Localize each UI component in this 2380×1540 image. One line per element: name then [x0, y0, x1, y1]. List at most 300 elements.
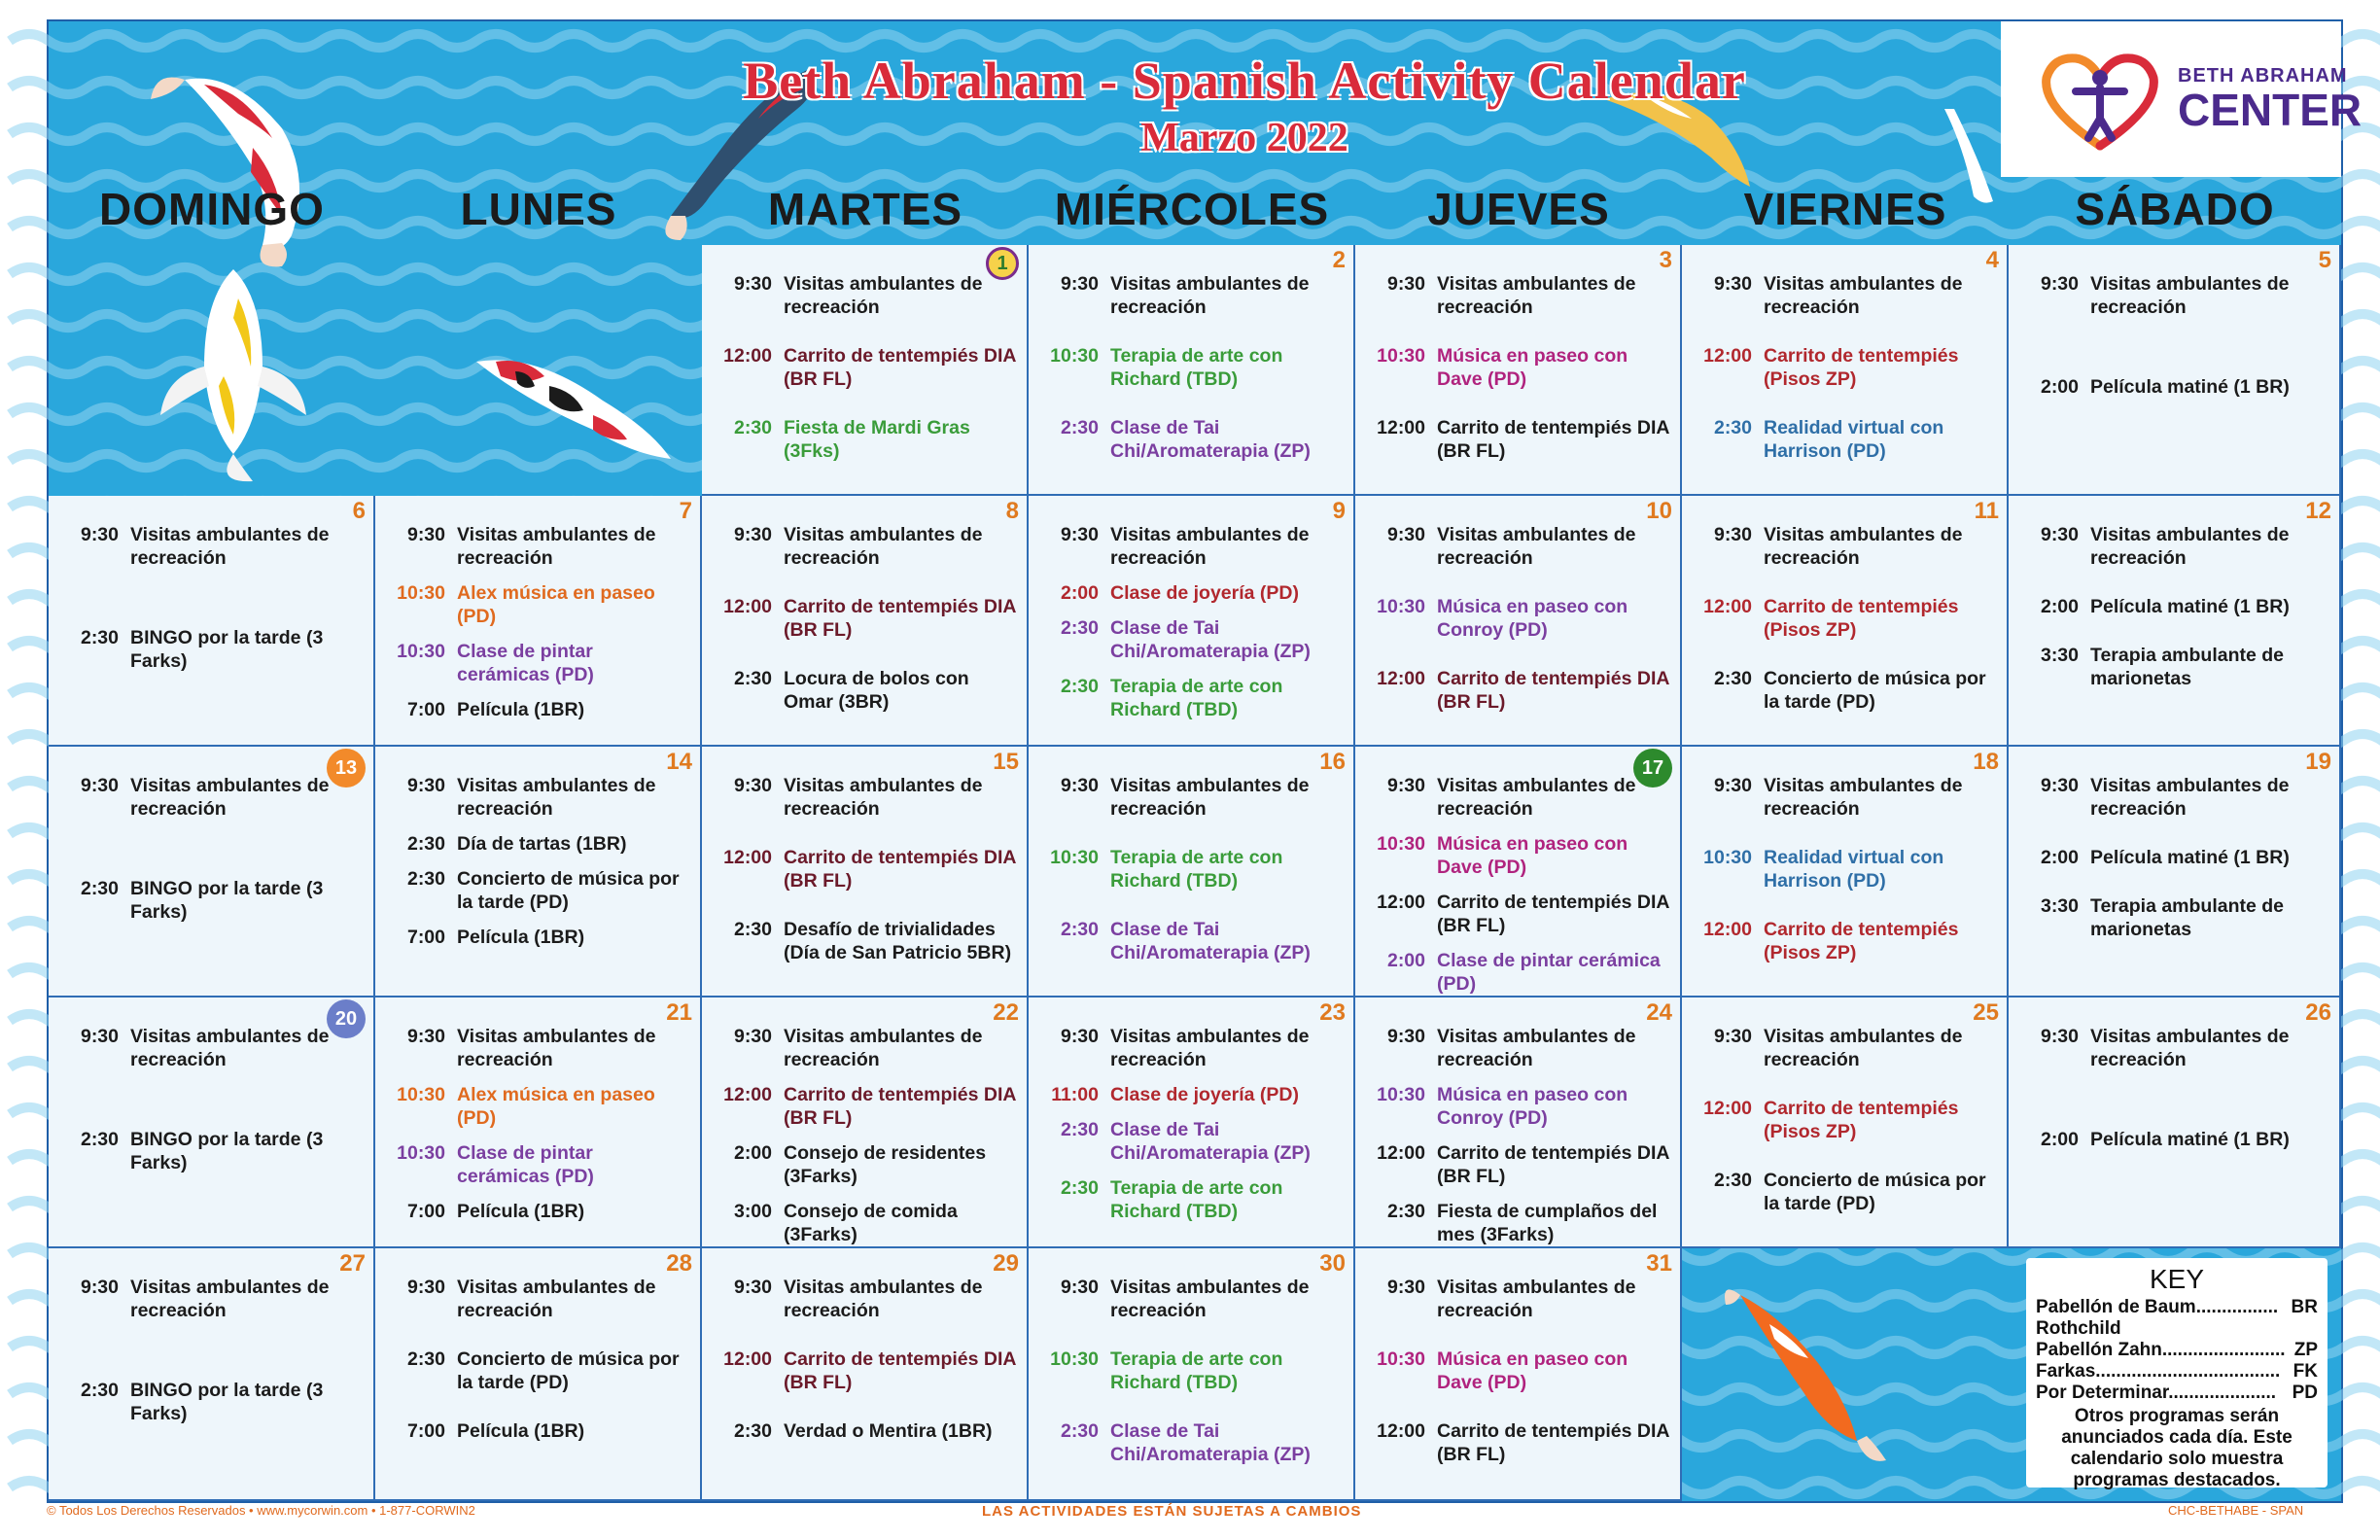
day-cell [1355, 496, 1682, 747]
activity-name: Película (1BR) [457, 699, 585, 720]
activity-item [2022, 1128, 2329, 1151]
activity-name: Alex música en paseo (PD) [457, 582, 655, 627]
activity-list [62, 1276, 364, 1482]
legend-key [2026, 1258, 2328, 1488]
activity-name: Terapia de arte con Richard (TBD) [1110, 847, 1283, 892]
activity-item [389, 1348, 690, 1394]
activity-name: Carrito de tentempiés DIA (BR FL) [1437, 668, 1669, 713]
activity-item [2022, 644, 2329, 690]
day-cell [375, 998, 702, 1248]
activity-item [716, 344, 1017, 391]
activity-name: Música en paseo con Conroy (PD) [1437, 1084, 1628, 1129]
activity-time: 2:30 [1713, 668, 1752, 689]
activity-item [62, 774, 364, 821]
activity-item [1369, 891, 1670, 937]
activity-name: Consejo de comida (3Farks) [784, 1201, 958, 1245]
activity-time: 7:00 [406, 699, 445, 720]
activity-name: Clase de joyería (PD) [1110, 582, 1299, 604]
day-number: 29 [993, 1250, 1019, 1277]
activity-time: 11:00 [1051, 1084, 1099, 1105]
day-number: 13 [327, 749, 366, 788]
activity-list [389, 1276, 690, 1468]
day-cell [1682, 496, 2009, 747]
activity-time: 9:30 [1713, 524, 1752, 545]
activity-item [1042, 675, 1344, 721]
activity-item [716, 774, 1017, 821]
activity-time: 9:30 [406, 775, 445, 796]
activity-list [1042, 523, 1344, 733]
day-number: 15 [993, 749, 1019, 775]
activity-item [1042, 416, 1344, 463]
activity-time: 2:30 [1713, 1170, 1752, 1191]
activity-time: 12:00 [1377, 1142, 1425, 1164]
activity-time: 2:30 [733, 919, 772, 940]
activity-name: Clase de pintar cerámica (PD) [1437, 950, 1661, 995]
activity-time: 9:30 [733, 775, 772, 796]
activity-name: Visitas ambulantes de recreación [2090, 775, 2290, 820]
activity-item [1042, 1276, 1344, 1322]
activity-item [1369, 1141, 1670, 1188]
activity-name: Película (1BR) [457, 1201, 585, 1222]
activity-time: 10:30 [397, 1084, 445, 1105]
activity-name: BINGO por la tarde (3 Farks) [130, 1380, 324, 1424]
activity-item [716, 918, 1017, 964]
activity-name: Película (1BR) [457, 1420, 585, 1442]
activity-item [1696, 774, 1997, 821]
activity-time: 3:30 [2040, 895, 2079, 917]
activity-time: 9:30 [80, 1277, 119, 1298]
activity-name: Consejo de residentes (3Farks) [784, 1142, 987, 1187]
activity-item [2022, 846, 2329, 869]
activity-time: 9:30 [80, 1026, 119, 1047]
activity-name: Desafío de trivialidades (Día de San Patricio 5BR) [784, 919, 1012, 963]
day-number: 31 [1646, 1250, 1672, 1277]
activity-name: Terapia de arte con Richard (TBD) [1110, 1177, 1283, 1222]
activity-item [1369, 1276, 1670, 1322]
activity-list [1042, 272, 1344, 488]
activity-item [1696, 846, 1997, 892]
activity-time: 10:30 [397, 582, 445, 604]
day-number: 24 [1646, 999, 1672, 1026]
activity-name: Visitas ambulantes de recreación [1110, 1026, 1310, 1070]
activity-time: 2:00 [733, 1142, 772, 1164]
activity-time: 9:30 [733, 1277, 772, 1298]
koi-fish-icon [457, 332, 690, 478]
activity-name: Terapia de arte con Richard (TBD) [1110, 345, 1283, 390]
day-cell [1355, 998, 1682, 1248]
day-cell [1682, 245, 2009, 496]
activity-item [1369, 272, 1670, 319]
day-number: 7 [679, 498, 692, 524]
activity-time: 10:30 [1703, 847, 1752, 868]
activity-list [1042, 1025, 1344, 1235]
activity-name: Visitas ambulantes de recreación [784, 1277, 983, 1321]
day-number: 3 [1659, 247, 1672, 273]
activity-time: 2:30 [80, 878, 119, 899]
activity-item [1042, 523, 1344, 570]
day-number: 26 [2305, 999, 2331, 1026]
activity-name: Visitas ambulantes de recreación [130, 1277, 330, 1321]
activity-time: 7:00 [406, 927, 445, 948]
activity-time: 2:00 [2040, 596, 2079, 617]
activity-time: 12:00 [723, 1084, 772, 1105]
activity-item [1369, 949, 1670, 996]
day-cell [2009, 245, 2341, 496]
activity-item [389, 640, 690, 686]
activity-time: 2:00 [1060, 582, 1099, 604]
day-number: 28 [666, 1250, 692, 1277]
activity-time: 2:00 [1386, 950, 1425, 971]
activity-name: Alex música en paseo (PD) [457, 1084, 655, 1129]
activity-item [1042, 272, 1344, 319]
activity-time: 9:30 [2040, 775, 2079, 796]
activity-item [1369, 1083, 1670, 1130]
activity-name: Visitas ambulantes de recreación [1764, 273, 1963, 318]
activity-item [1369, 1025, 1670, 1071]
activity-name: Música en paseo con Dave (PD) [1437, 833, 1628, 878]
activity-item [716, 1276, 1017, 1322]
day-number: 20 [327, 999, 366, 1038]
activity-name: Carrito de tentempiés (Pisos ZP) [1764, 919, 1959, 963]
activity-time: 10:30 [397, 641, 445, 662]
activity-time: 2:30 [406, 833, 445, 855]
day-number: 1 [986, 247, 1019, 280]
day-cell [1682, 998, 2009, 1248]
activity-item [1369, 1200, 1670, 1246]
activity-time: 12:00 [1703, 345, 1752, 367]
activity-item [389, 1141, 690, 1188]
activity-name: Visitas ambulantes de recreación [457, 775, 656, 820]
activity-name: Visitas ambulantes de recreación [784, 775, 983, 820]
activity-list [716, 272, 1017, 488]
activity-name: Concierto de música por la tarde (PD) [1764, 1170, 1986, 1214]
activity-time: 12:00 [723, 596, 772, 617]
activity-time: 2:30 [1060, 919, 1099, 940]
day-cell [1029, 998, 1355, 1248]
weekday-header: SÁBADO [2075, 184, 2275, 234]
activity-item [716, 523, 1017, 570]
activity-list [716, 523, 1017, 739]
activity-name: Visitas ambulantes de recreación [784, 1026, 983, 1070]
activity-name: Visitas ambulantes de recreación [1764, 1026, 1963, 1070]
activity-name: Visitas ambulantes de recreación [784, 524, 983, 569]
activity-time: 9:30 [1060, 775, 1099, 796]
calendar-month: Marzo 2022 [1140, 116, 1348, 160]
activity-item [389, 1419, 690, 1443]
day-number: 18 [1973, 749, 1999, 775]
activity-item [716, 1083, 1017, 1130]
day-cell [2009, 747, 2341, 998]
activity-time: 12:00 [1703, 1098, 1752, 1119]
activity-time: 12:00 [1703, 919, 1752, 940]
activity-list [1696, 1025, 1997, 1241]
day-number: 16 [1319, 749, 1346, 775]
activity-name: Carrito de tentempiés DIA (BR FL) [784, 345, 1016, 390]
activity-time: 2:30 [1386, 1201, 1425, 1222]
activity-item [716, 1141, 1017, 1188]
activity-list [389, 523, 690, 733]
activity-list [62, 523, 364, 729]
day-cell [1029, 245, 1355, 496]
activity-item [1696, 416, 1997, 463]
activity-name: Terapia ambulante de marionetas [2090, 645, 2285, 689]
activity-item [389, 832, 690, 856]
activity-item [389, 926, 690, 949]
activity-item [716, 1200, 1017, 1246]
activity-time: 10:30 [1050, 1348, 1099, 1370]
activity-item [1042, 1348, 1344, 1394]
activity-list [716, 1025, 1017, 1258]
activity-name: Visitas ambulantes de recreación [457, 1277, 656, 1321]
activity-item [1696, 1097, 1997, 1143]
activity-item [1369, 1419, 1670, 1466]
weekday-header: MIÉRCOLES [1054, 184, 1330, 234]
day-cell [49, 747, 375, 998]
day-cell [702, 496, 1029, 747]
day-cell [702, 245, 1029, 496]
activity-item [716, 595, 1017, 642]
activity-name: Visitas ambulantes de recreación [2090, 273, 2290, 318]
activity-item [1042, 1118, 1344, 1165]
activity-item [1042, 581, 1344, 605]
day-number: 4 [1985, 247, 1999, 273]
calendar-title: Beth Abraham - Spanish Activity Calendar [743, 52, 1746, 110]
activity-time: 2:30 [733, 668, 772, 689]
activity-time: 10:30 [1377, 1084, 1425, 1105]
activity-time: 9:30 [1386, 524, 1425, 545]
activity-item [1696, 918, 1997, 964]
activity-time: 9:30 [1386, 775, 1425, 796]
activity-name: Carrito de tentempiés DIA (BR FL) [1437, 892, 1669, 936]
activity-time: 3:30 [2040, 645, 2079, 666]
activity-item [1369, 523, 1670, 570]
day-cell [1682, 747, 2009, 998]
activity-name: Clase de pintar cerámicas (PD) [457, 641, 594, 685]
activity-list [1042, 1276, 1344, 1491]
weekday-header: VIERNES [1743, 184, 1947, 234]
key-row: Pabellón Zahn........................ ZP [2036, 1340, 2318, 1360]
activity-item [1696, 1025, 1997, 1071]
activity-name: Película matiné (1 BR) [2090, 596, 2290, 617]
activity-time: 10:30 [1377, 833, 1425, 855]
activity-time: 3:00 [733, 1201, 772, 1222]
activity-time: 9:30 [1713, 273, 1752, 295]
activity-item [62, 626, 364, 673]
activity-time: 12:00 [1377, 1420, 1425, 1442]
activity-name: BINGO por la tarde (3 Farks) [130, 1129, 324, 1173]
activity-name: Carrito de tentempiés DIA (BR FL) [1437, 1142, 1669, 1187]
activity-list [1042, 774, 1344, 990]
activity-name: Visitas ambulantes de recreación [1110, 775, 1310, 820]
footer-copyright: © Todos Los Derechos Reservados • www.mycorwin.com • 1-877-CORWIN2 [47, 1503, 475, 1518]
activity-time: 7:00 [406, 1420, 445, 1442]
activity-list [389, 1025, 690, 1235]
activity-name: Fiesta de cumplaños del mes (3Farks) [1437, 1201, 1658, 1245]
activity-name: Película matiné (1 BR) [2090, 376, 2290, 398]
activity-name: Visitas ambulantes de recreación [457, 1026, 656, 1070]
day-number: 22 [993, 999, 1019, 1026]
activity-item [389, 1083, 690, 1130]
activity-time: 2:30 [80, 627, 119, 648]
activity-time: 10:30 [1377, 1348, 1425, 1370]
activity-time: 2:30 [1060, 417, 1099, 438]
activity-name: Verdad o Mentira (1BR) [784, 1420, 993, 1442]
weekday-header: MARTES [767, 184, 963, 234]
activity-item [389, 581, 690, 628]
activity-time: 9:30 [1060, 524, 1099, 545]
day-number: 6 [352, 498, 366, 524]
activity-name: Carrito de tentempiés (Pisos ZP) [1764, 1098, 1959, 1142]
activity-name: Carrito de tentempiés DIA (BR FL) [1437, 1420, 1669, 1465]
activity-name: Carrito de tentempiés (Pisos ZP) [1764, 345, 1959, 390]
activity-name: Terapia ambulante de marionetas [2090, 895, 2285, 940]
activity-name: Clase de Tai Chi/Aromaterapia (ZP) [1110, 417, 1311, 462]
activity-time: 12:00 [723, 345, 772, 367]
activity-item [389, 1276, 690, 1322]
activity-time: 12:00 [723, 847, 772, 868]
day-number: 30 [1319, 1250, 1346, 1277]
activity-list [2022, 1025, 2329, 1208]
activity-time: 9:30 [80, 775, 119, 796]
activity-time: 2:30 [1060, 617, 1099, 639]
activity-time: 2:30 [1060, 676, 1099, 697]
activity-name: Película (1BR) [457, 927, 585, 948]
activity-name: Música en paseo con Conroy (PD) [1437, 596, 1628, 641]
activity-item [1042, 344, 1344, 391]
activity-time: 9:30 [1060, 1277, 1099, 1298]
activity-item [716, 1348, 1017, 1394]
koi-fish-icon [1711, 1276, 1906, 1470]
activity-item [1369, 832, 1670, 879]
activity-item [2022, 1025, 2329, 1071]
activity-time: 12:00 [1377, 668, 1425, 689]
activity-time: 9:30 [733, 1026, 772, 1047]
activity-item [716, 846, 1017, 892]
activity-time: 9:30 [2040, 524, 2079, 545]
activity-name: Clase de Tai Chi/Aromaterapia (ZP) [1110, 1119, 1311, 1164]
activity-name: Concierto de música por la tarde (PD) [1764, 668, 1986, 713]
day-cell [702, 998, 1029, 1248]
activity-item [716, 1025, 1017, 1071]
footer-code: CHC-BETHABE - SPAN [2168, 1503, 2304, 1518]
activity-item [1042, 1025, 1344, 1071]
activity-list [1696, 523, 1997, 739]
activity-name: Visitas ambulantes de recreación [2090, 1026, 2290, 1070]
activity-item [389, 867, 690, 914]
activity-item [1369, 667, 1670, 714]
activity-time: 9:30 [1386, 273, 1425, 295]
activity-item [1369, 416, 1670, 463]
activity-time: 9:30 [406, 524, 445, 545]
activity-name: Realidad virtual con Harrison (PD) [1764, 417, 1944, 462]
activity-list [716, 1276, 1017, 1468]
activity-time: 2:00 [2040, 847, 2079, 868]
activity-name: Visitas ambulantes de recreación [130, 1026, 330, 1070]
activity-item [1042, 918, 1344, 964]
activity-name: Clase de joyería (PD) [1110, 1084, 1299, 1105]
activity-item [1696, 272, 1997, 319]
activity-name: Visitas ambulantes de recreación [1437, 1277, 1636, 1321]
activity-item [1696, 667, 1997, 714]
activity-time: 9:30 [1060, 1026, 1099, 1047]
activity-name: Visitas ambulantes de recreación [130, 775, 330, 820]
activity-name: Terapia de arte con Richard (TBD) [1110, 1348, 1283, 1393]
activity-item [1042, 616, 1344, 663]
activity-name: Clase de pintar cerámicas (PD) [457, 1142, 594, 1187]
activity-name: Visitas ambulantes de recreación [1764, 524, 1963, 569]
key-row: Rothchild [2036, 1318, 2121, 1339]
day-cell [1029, 747, 1355, 998]
day-cell [702, 1248, 1029, 1501]
activity-name: Carrito de tentempiés DIA (BR FL) [784, 1348, 1016, 1393]
activity-name: Visitas ambulantes de recreación [1437, 1026, 1636, 1070]
activity-time: 10:30 [397, 1142, 445, 1164]
day-cell [1355, 245, 1682, 496]
activity-list [62, 774, 364, 980]
activity-list [62, 1025, 364, 1231]
activity-list [1369, 1025, 1670, 1258]
activity-item [1042, 774, 1344, 821]
activity-item [1369, 774, 1670, 821]
activity-item [1369, 595, 1670, 642]
activity-item [1696, 595, 1997, 642]
weekday-header: LUNES [460, 184, 617, 234]
activity-list [1369, 523, 1670, 739]
activity-time: 2:00 [2040, 376, 2079, 398]
activity-time: 2:30 [406, 868, 445, 890]
day-number: 25 [1973, 999, 1999, 1026]
day-number: 11 [1974, 498, 1999, 524]
activity-name: Clase de Tai Chi/Aromaterapia (ZP) [1110, 1420, 1311, 1465]
day-cell [2009, 998, 2341, 1248]
activity-name: Visitas ambulantes de recreación [2090, 524, 2290, 569]
activity-name: Carrito de tentempiés DIA (BR FL) [784, 1084, 1016, 1129]
key-title: KEY [2149, 1264, 2205, 1294]
activity-item [716, 272, 1017, 319]
activity-item [1696, 1169, 1997, 1215]
day-cell [375, 747, 702, 998]
activity-time: 9:30 [1386, 1277, 1425, 1298]
day-number: 9 [1332, 498, 1346, 524]
activity-item [389, 1200, 690, 1223]
activity-time: 9:30 [406, 1277, 445, 1298]
day-cell [1355, 747, 1682, 998]
activity-list [1696, 774, 1997, 990]
activity-item [62, 1379, 364, 1425]
activity-time: 10:30 [1050, 345, 1099, 367]
activity-name: Visitas ambulantes de recreación [1437, 775, 1636, 820]
activity-item [2022, 375, 2329, 399]
activity-item [1042, 1083, 1344, 1106]
activity-name: Carrito de tentempiés DIA (BR FL) [784, 847, 1016, 892]
activity-list [389, 774, 690, 961]
day-number: 14 [666, 749, 692, 775]
day-cell [49, 998, 375, 1248]
activity-time: 10:30 [1050, 847, 1099, 868]
day-number: 8 [1005, 498, 1019, 524]
day-cell [702, 747, 1029, 998]
day-number: 23 [1319, 999, 1346, 1026]
activity-name: Carrito de tentempiés DIA (BR FL) [784, 596, 1016, 641]
key-row: Farkas.................................... FK [2036, 1361, 2318, 1382]
activity-name: Película matiné (1 BR) [2090, 847, 2290, 868]
activity-name: Locura de bolos con Omar (3BR) [784, 668, 969, 713]
activity-time: 9:30 [1713, 775, 1752, 796]
activity-time: 2:00 [2040, 1129, 2079, 1150]
activity-time: 9:30 [733, 273, 772, 295]
activity-name: Carrito de tentempiés (Pisos ZP) [1764, 596, 1959, 641]
activity-item [62, 1025, 364, 1071]
